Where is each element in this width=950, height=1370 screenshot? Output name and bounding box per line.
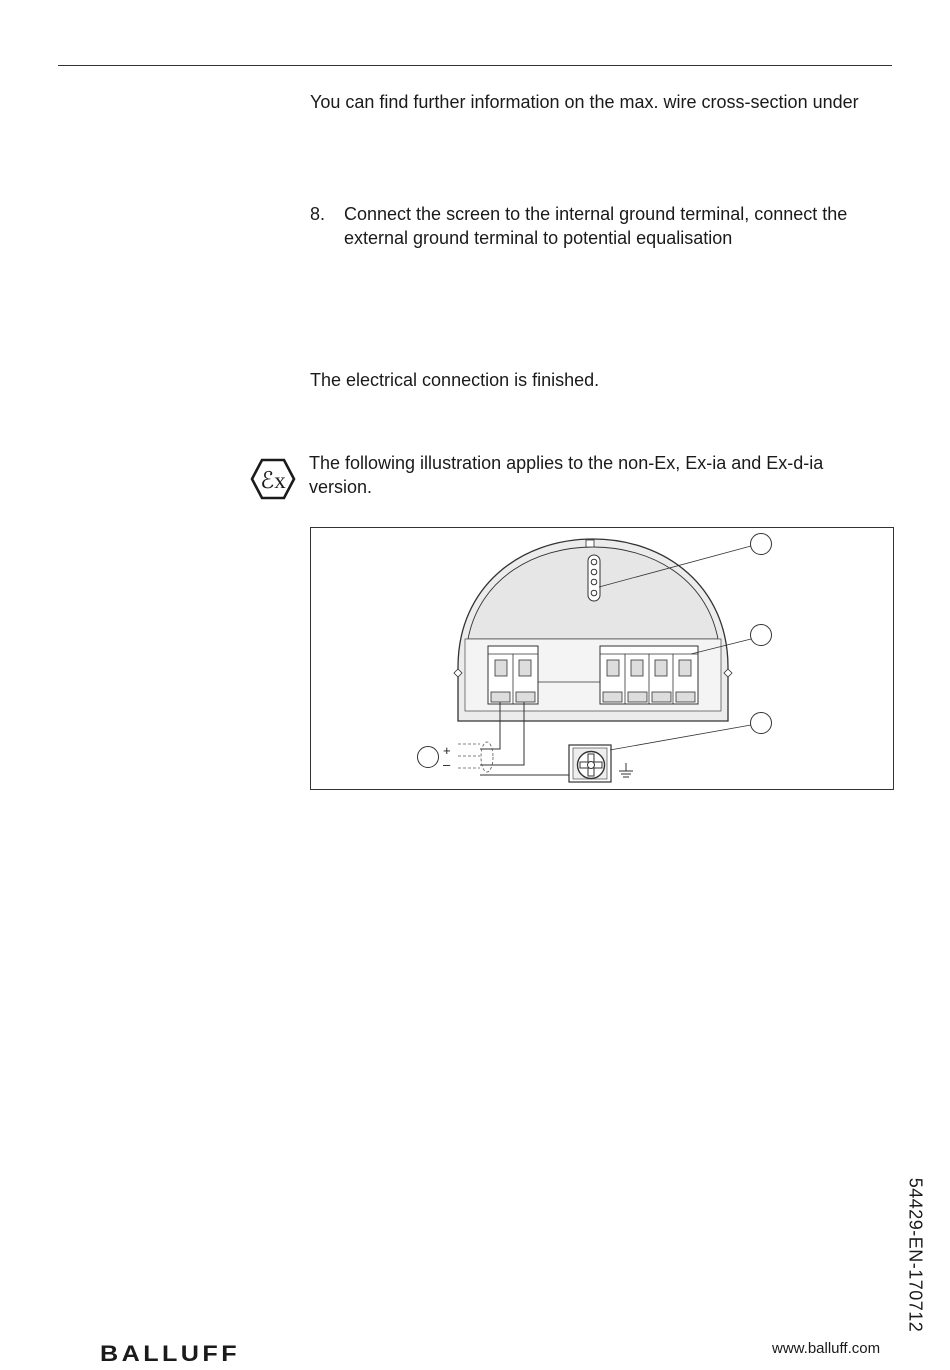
step-text: Connect the screen to the internal ground terminal, connect the external ground terminal to potential equalisation [344, 204, 848, 248]
balluff-logo [100, 1340, 242, 1364]
connection-finished-text: The electrical connection is finished. [310, 370, 600, 390]
header-rule [58, 65, 892, 66]
screw-terminal-icon [569, 745, 611, 782]
callout-3 [751, 713, 772, 734]
ex-note-text: The following illustration applies to the non-Ex, Ex-ia and Ex-d-ia version. [309, 453, 824, 497]
callout-2 [751, 625, 772, 646]
signal-terminal-block [600, 646, 698, 704]
wire-info-text: You can find further information on the max. wire cross-section under [310, 92, 859, 112]
callout-4 [418, 747, 439, 768]
supply-terminal-block [488, 646, 538, 704]
top-notch [586, 540, 594, 547]
step-number: 8. [310, 204, 326, 224]
footer-url: www.balluff.com [772, 1340, 881, 1357]
minus-label: – [443, 757, 451, 772]
wiring-diagram [310, 527, 894, 790]
document-code: 54429-EN-170712 [905, 1177, 926, 1333]
svg-text:BALLUFF: BALLUFF [100, 1341, 240, 1364]
ex-protection-icon [250, 458, 296, 500]
svg-text:ℰx: ℰx [260, 468, 286, 493]
plus-label: + [443, 743, 451, 758]
callout-1 [751, 534, 772, 555]
